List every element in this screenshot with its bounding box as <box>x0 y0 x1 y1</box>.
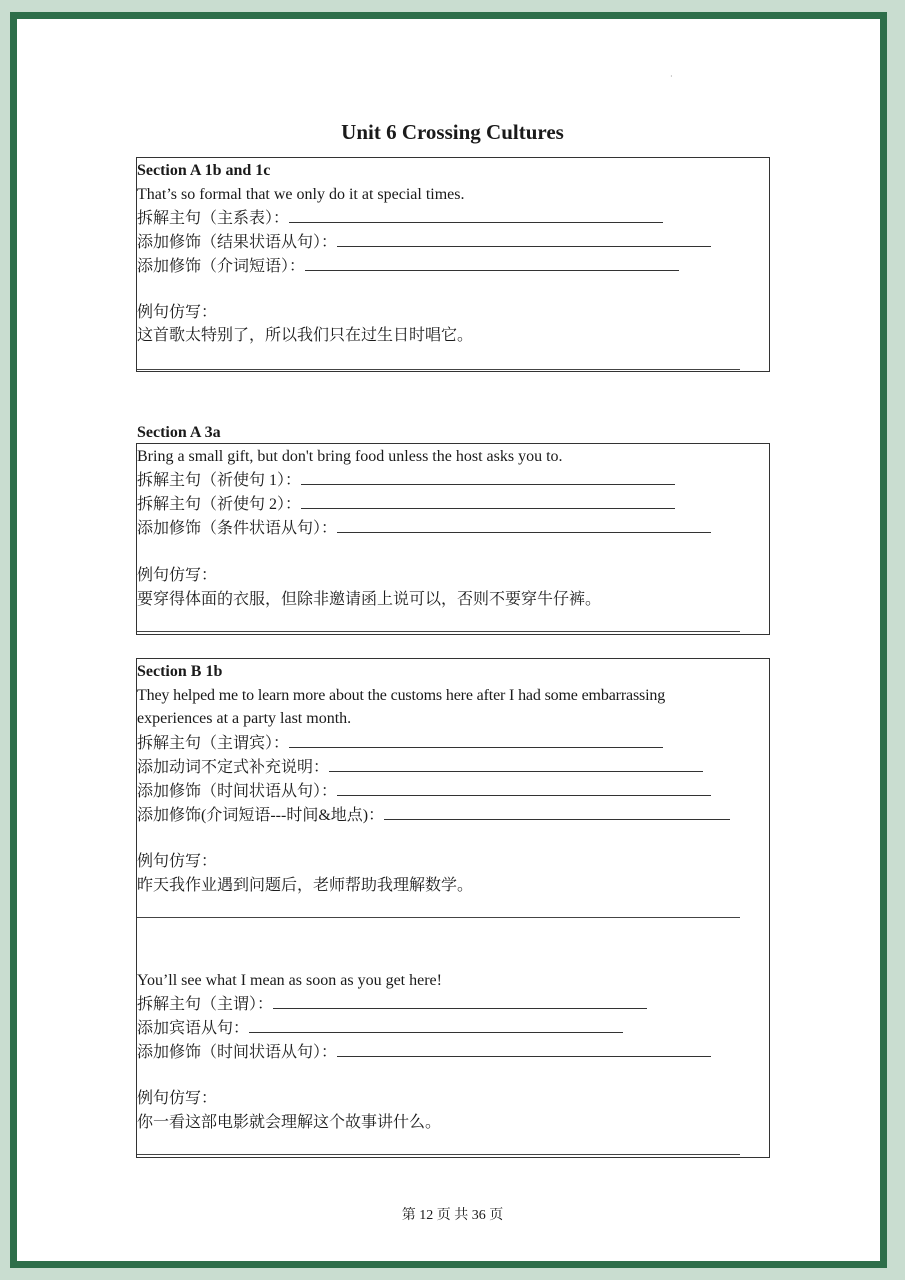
answer-blank[interactable] <box>337 518 711 533</box>
answer-blank[interactable] <box>329 757 703 772</box>
page-title: Unit 6 Crossing Cultures <box>341 120 564 144</box>
example-text: 你一看这部电影就会理解这个故事讲什么。 <box>137 1114 442 1131</box>
example-label: 例句仿写： <box>137 853 218 870</box>
prompt-line <box>137 781 711 802</box>
prompt-label: 添加修饰(介词短语---时间&地点)： <box>137 807 385 824</box>
model-sentence: You’ll see what I mean as soon as you get here! <box>137 972 442 989</box>
prompt-label: 拆解主句（祈使句 1）： <box>137 472 302 489</box>
answer-blank[interactable] <box>249 1018 623 1033</box>
example-text: 这首歌太特别了，所以我们只在过生日时唱它。 <box>137 327 474 344</box>
prompt-line <box>137 994 647 1015</box>
example-label: 例句仿写： <box>137 1090 218 1107</box>
answer-rule[interactable] <box>137 631 740 632</box>
page-number: 第 12 页 共 36 页 <box>401 1208 504 1223</box>
model-sentence: They helped me to learn more about the customs here after I had some embarrassing <box>137 687 666 704</box>
speck: · <box>670 72 673 81</box>
answer-rule[interactable] <box>137 917 740 918</box>
answer-blank[interactable] <box>337 781 711 796</box>
model-sentence: Bring a small gift, but don't bring food unless the host asks you to. <box>137 448 563 465</box>
prompt-label: 添加修饰（介词短语）： <box>137 258 306 275</box>
answer-blank[interactable] <box>273 994 647 1009</box>
section-heading: Section B 1b <box>137 663 223 680</box>
prompt-line <box>137 757 703 778</box>
prompt-line <box>137 256 679 277</box>
prompt-line <box>137 805 730 826</box>
answer-rule[interactable] <box>137 1154 740 1155</box>
prompt-label: 添加修饰（条件状语从句）： <box>137 520 338 537</box>
example-label: 例句仿写： <box>137 304 218 321</box>
prompt-label: 拆解主句（主谓）： <box>137 996 274 1013</box>
prompt-line <box>137 208 663 229</box>
prompt-label: 拆解主句（主谓宾）： <box>137 735 290 752</box>
prompt-label: 拆解主句（祈使句 2）： <box>137 496 302 513</box>
answer-blank[interactable] <box>337 1042 711 1057</box>
section-heading: Section A 3a <box>137 424 221 441</box>
example-text: 要穿得体面的衣服，但除非邀请函上说可以，否则不要穿牛仔裤。 <box>137 591 602 608</box>
answer-rule[interactable] <box>137 369 740 370</box>
prompt-line <box>137 1018 623 1039</box>
prompt-label: 添加宾语从句： <box>137 1020 250 1037</box>
prompt-label: 添加修饰（时间状语从句）： <box>137 783 338 800</box>
prompt-line <box>137 494 675 515</box>
prompt-label: 添加修饰（结果状语从句）： <box>137 234 338 251</box>
answer-blank[interactable] <box>384 805 730 820</box>
section-heading: Section A 1b and 1c <box>137 162 271 179</box>
answer-blank[interactable] <box>289 208 663 223</box>
prompt-line <box>137 518 711 539</box>
model-sentence-cont: experiences at a party last month. <box>137 710 352 727</box>
prompt-line <box>137 1042 711 1063</box>
prompt-label: 添加修饰（时间状语从句）： <box>137 1044 338 1061</box>
prompt-label: 添加动词不定式补充说明： <box>137 759 330 776</box>
answer-blank[interactable] <box>301 470 675 485</box>
prompt-label: 拆解主句（主系表）： <box>137 210 290 227</box>
prompt-line <box>137 470 675 491</box>
answer-blank[interactable] <box>289 733 663 748</box>
example-label: 例句仿写： <box>137 567 218 584</box>
prompt-line <box>137 733 663 754</box>
answer-blank[interactable] <box>301 494 675 509</box>
model-sentence: That’s so formal that we only do it at special times. <box>137 186 465 203</box>
answer-blank[interactable] <box>305 256 679 271</box>
example-text: 昨天我作业遇到问题后，老师帮助我理解数学。 <box>137 877 474 894</box>
answer-blank[interactable] <box>337 232 711 247</box>
prompt-line <box>137 232 711 253</box>
